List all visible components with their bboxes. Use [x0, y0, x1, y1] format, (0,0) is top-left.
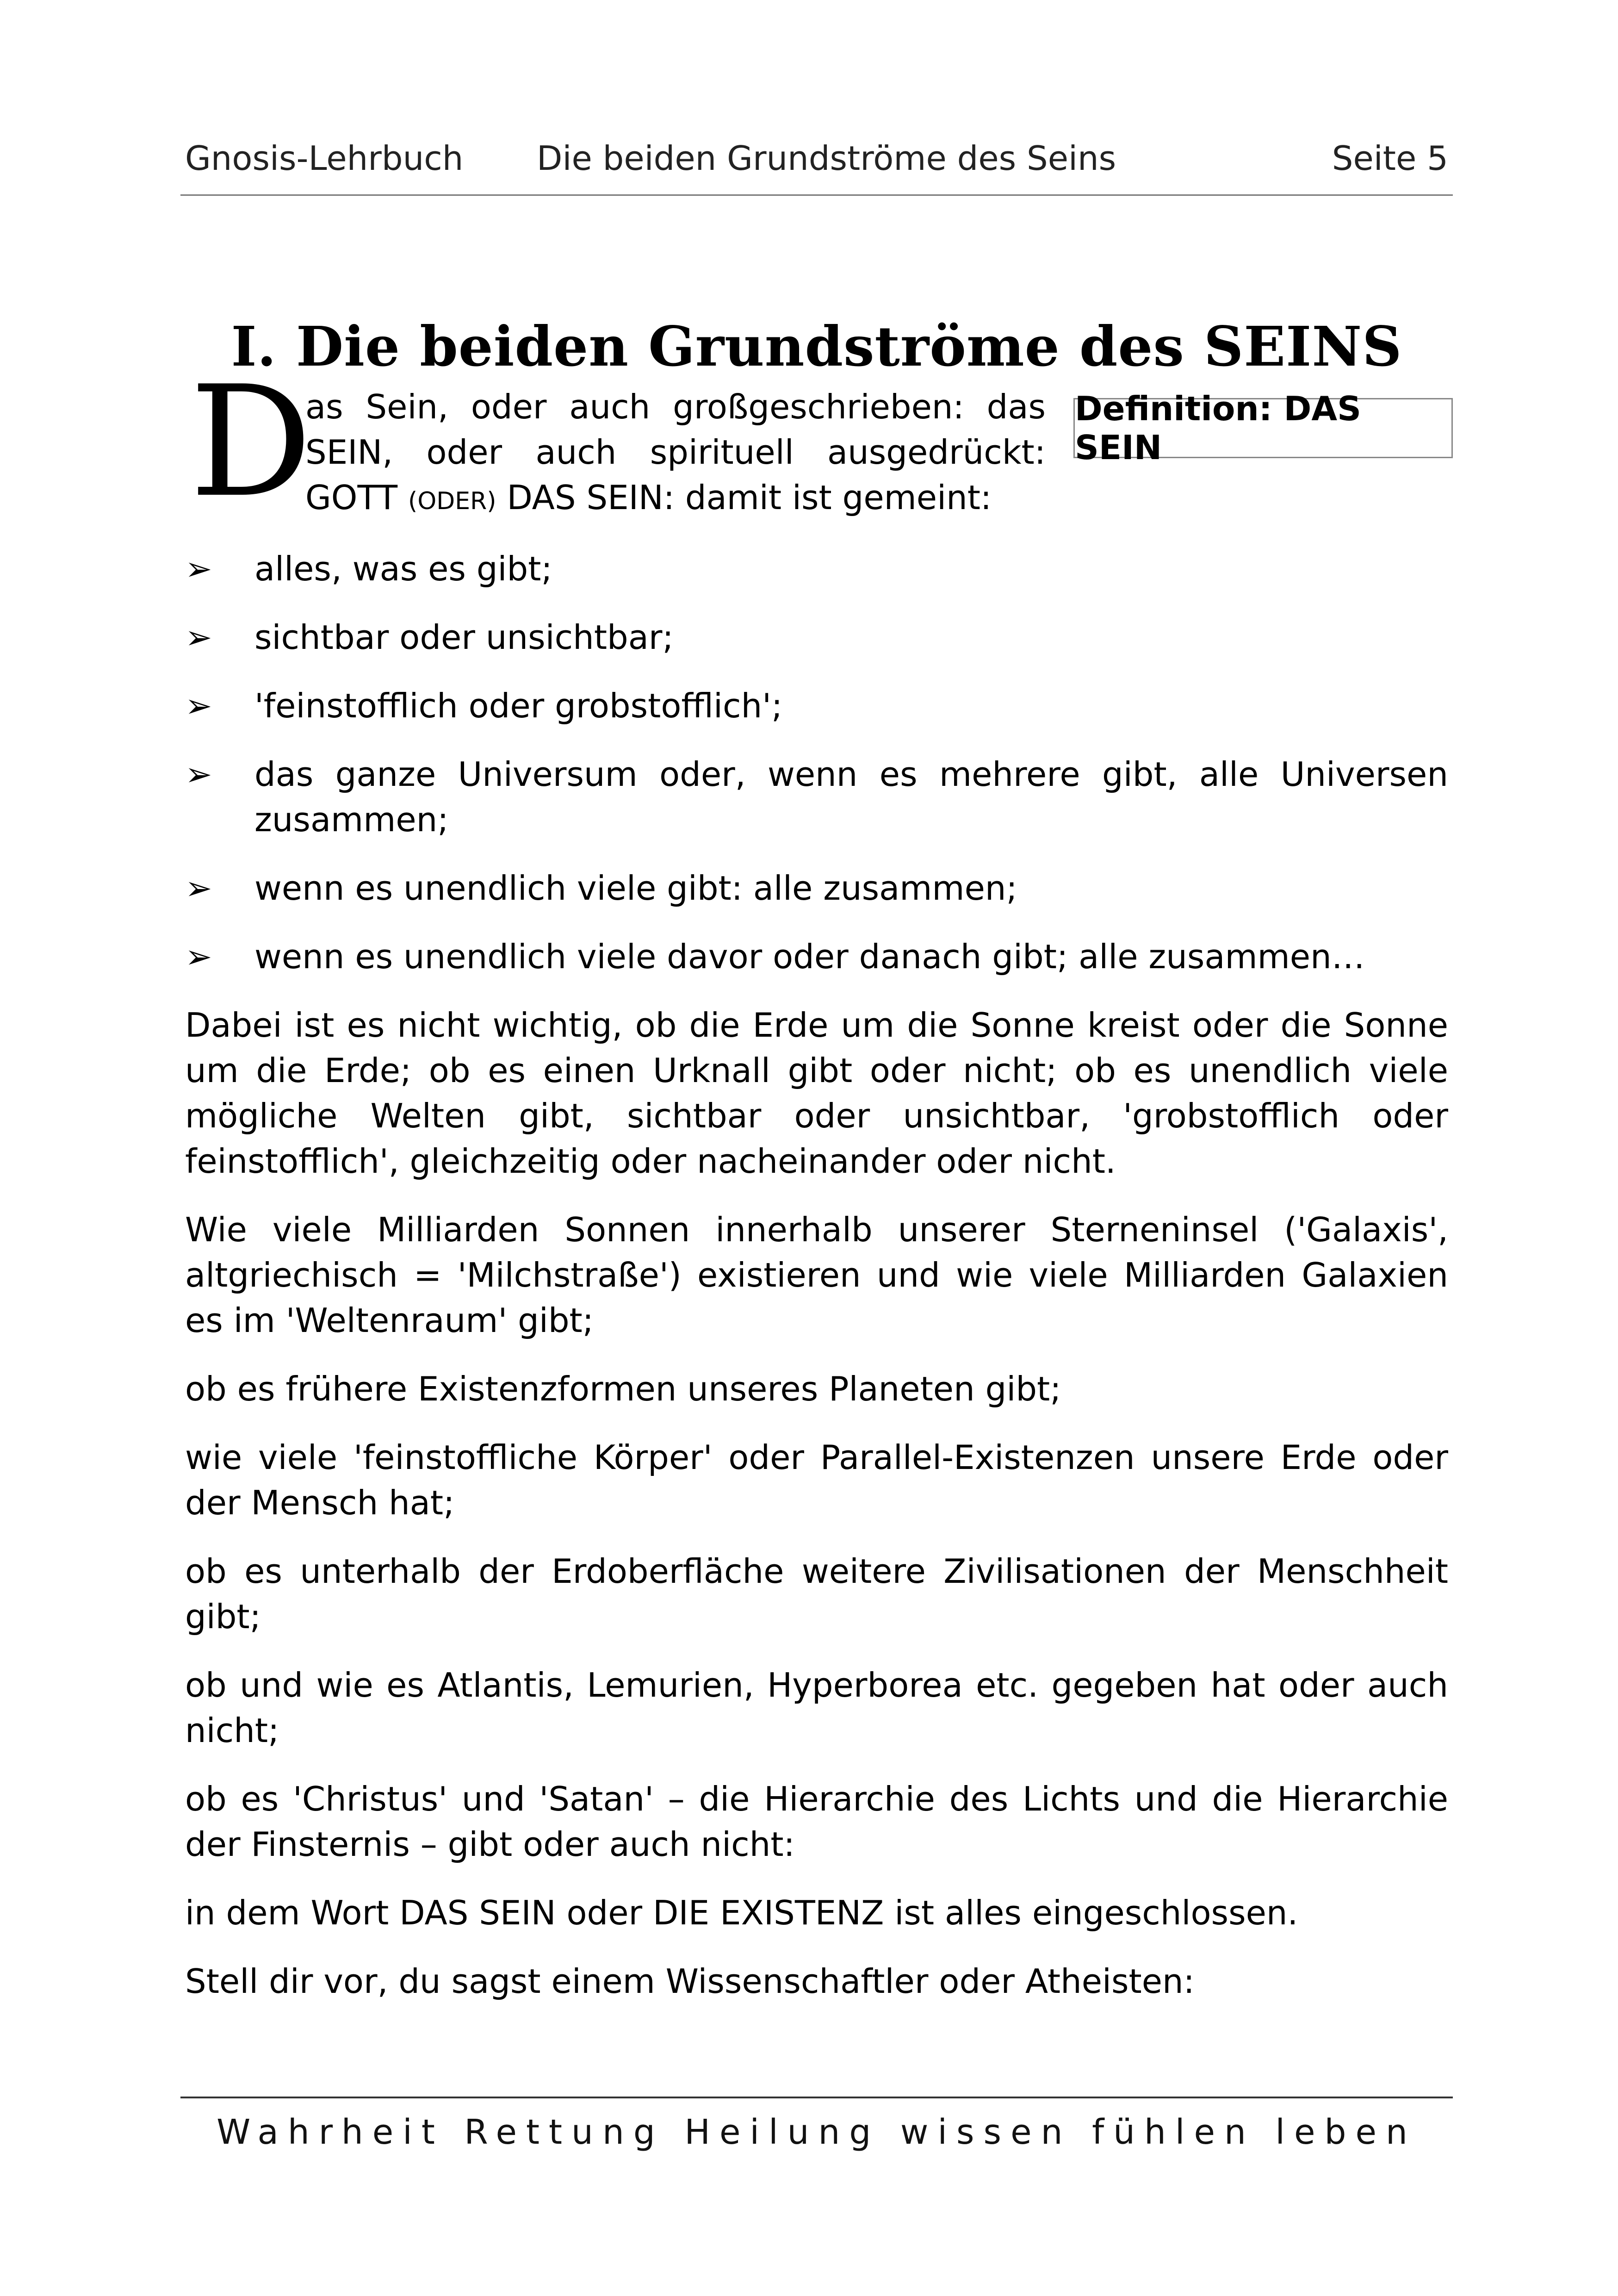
list-item: [185, 934, 1448, 979]
paragraph: ob es 'Christus' und 'Satan' – die Hierarchie des Lichts und die Hierarchie der Finsternis – gibt oder auch nicht:: [185, 1780, 1448, 1864]
intro-text-part2: DAS SEIN: damit ist gemeint:: [496, 478, 992, 517]
paragraph: ob es frühere Existenzformen unseres Planeten gibt;: [185, 1369, 1061, 1408]
paragraph: Wie viele Milliarden Sonnen innerhalb unserer Sterneninsel ('Galaxis', altgriechisch = 'Milchstraße') existieren und wie viele Milliarden Galaxien es im 'Weltenraum' gibt;: [185, 1210, 1448, 1340]
arrowhead-bullet-icon: ➢: [185, 550, 212, 588]
list-item: [185, 865, 1448, 911]
intro-paragraph: [180, 353, 1046, 531]
header-page-number: Seite 5: [1332, 139, 1448, 178]
list-item: [185, 752, 1448, 842]
paragraph: in dem Wort DAS SEIN oder DIE EXISTENZ ist alles eingeschlossen.: [185, 1893, 1298, 1932]
arrowhead-bullet-icon: ➢: [185, 869, 212, 907]
page-header: [180, 139, 1453, 196]
paragraph: Dabei ist es nicht wichtig, ob die Erde um die Sonne kreist oder die Sonne um die Erde; ob es einen Urknall gibt oder nicht; ob es unendlich viele mögliche Welten gibt, sichtbar oder unsichtbar, 'grobstofflich oder feinstofflich', gleichzeitig oder nacheinander oder nicht.: [185, 1006, 1448, 1181]
list-item-text: sichtbar oder unsichtbar;: [254, 618, 674, 657]
body-text: [185, 546, 1448, 2027]
intro-text: [305, 384, 1046, 524]
arrowhead-bullet-icon: ➢: [185, 755, 212, 793]
bullet-list: [185, 546, 1448, 979]
header-chapter-title: Die beiden Grundströme des Seins: [537, 139, 1116, 178]
header-book-title: Gnosis-Lehrbuch: [185, 139, 464, 178]
list-item-text: wenn es unendlich viele davor oder danach gibt; alle zusammen…: [254, 937, 1365, 976]
list-item-text: alles, was es gibt;: [254, 549, 552, 588]
list-item-text: 'feinstofflich oder grobstofflich';: [254, 686, 783, 725]
drop-cap: D: [190, 353, 312, 531]
paragraph: wie viele 'feinstoffliche Körper' oder Parallel-Existenzen unsere Erde oder der Mensch hat;: [185, 1438, 1448, 1522]
list-item: [185, 683, 1448, 728]
list-item-text: wenn es unendlich viele gibt: alle zusammen;: [254, 869, 1017, 908]
definition-box: Definition: DAS SEIN: [1073, 398, 1453, 458]
arrowhead-bullet-icon: ➢: [185, 687, 212, 725]
arrowhead-bullet-icon: ➢: [185, 618, 212, 656]
list-item-text: das ganze Universum oder, wenn es mehrere gibt, alle Universen zusammen;: [254, 755, 1448, 839]
page-footer: Wahrheit Rettung Heilung wissen fühlen leben: [180, 2097, 1453, 2152]
paragraph: ob und wie es Atlantis, Lemurien, Hyperborea etc. gegeben hat oder auch nicht;: [185, 1666, 1448, 1750]
intro-text-part1: as Sein, oder auch großgeschrieben: das SEIN, oder auch spirituell ausgedrückt: GOTT: [305, 387, 1046, 517]
paragraph: ob es unterhalb der Erdoberfläche weitere Zivilisationen der Menschheit gibt;: [185, 1552, 1448, 1636]
paragraph: Stell dir vor, du sagst einem Wissenschaftler oder Atheisten:: [185, 1962, 1195, 2001]
arrowhead-bullet-icon: ➢: [185, 938, 212, 976]
chapter-title: I. Die beiden Grundströme des SEINS: [231, 314, 1402, 379]
list-item: [185, 615, 1448, 660]
intro-smallcaps: (ODER): [408, 487, 496, 515]
list-item: [185, 546, 1448, 591]
